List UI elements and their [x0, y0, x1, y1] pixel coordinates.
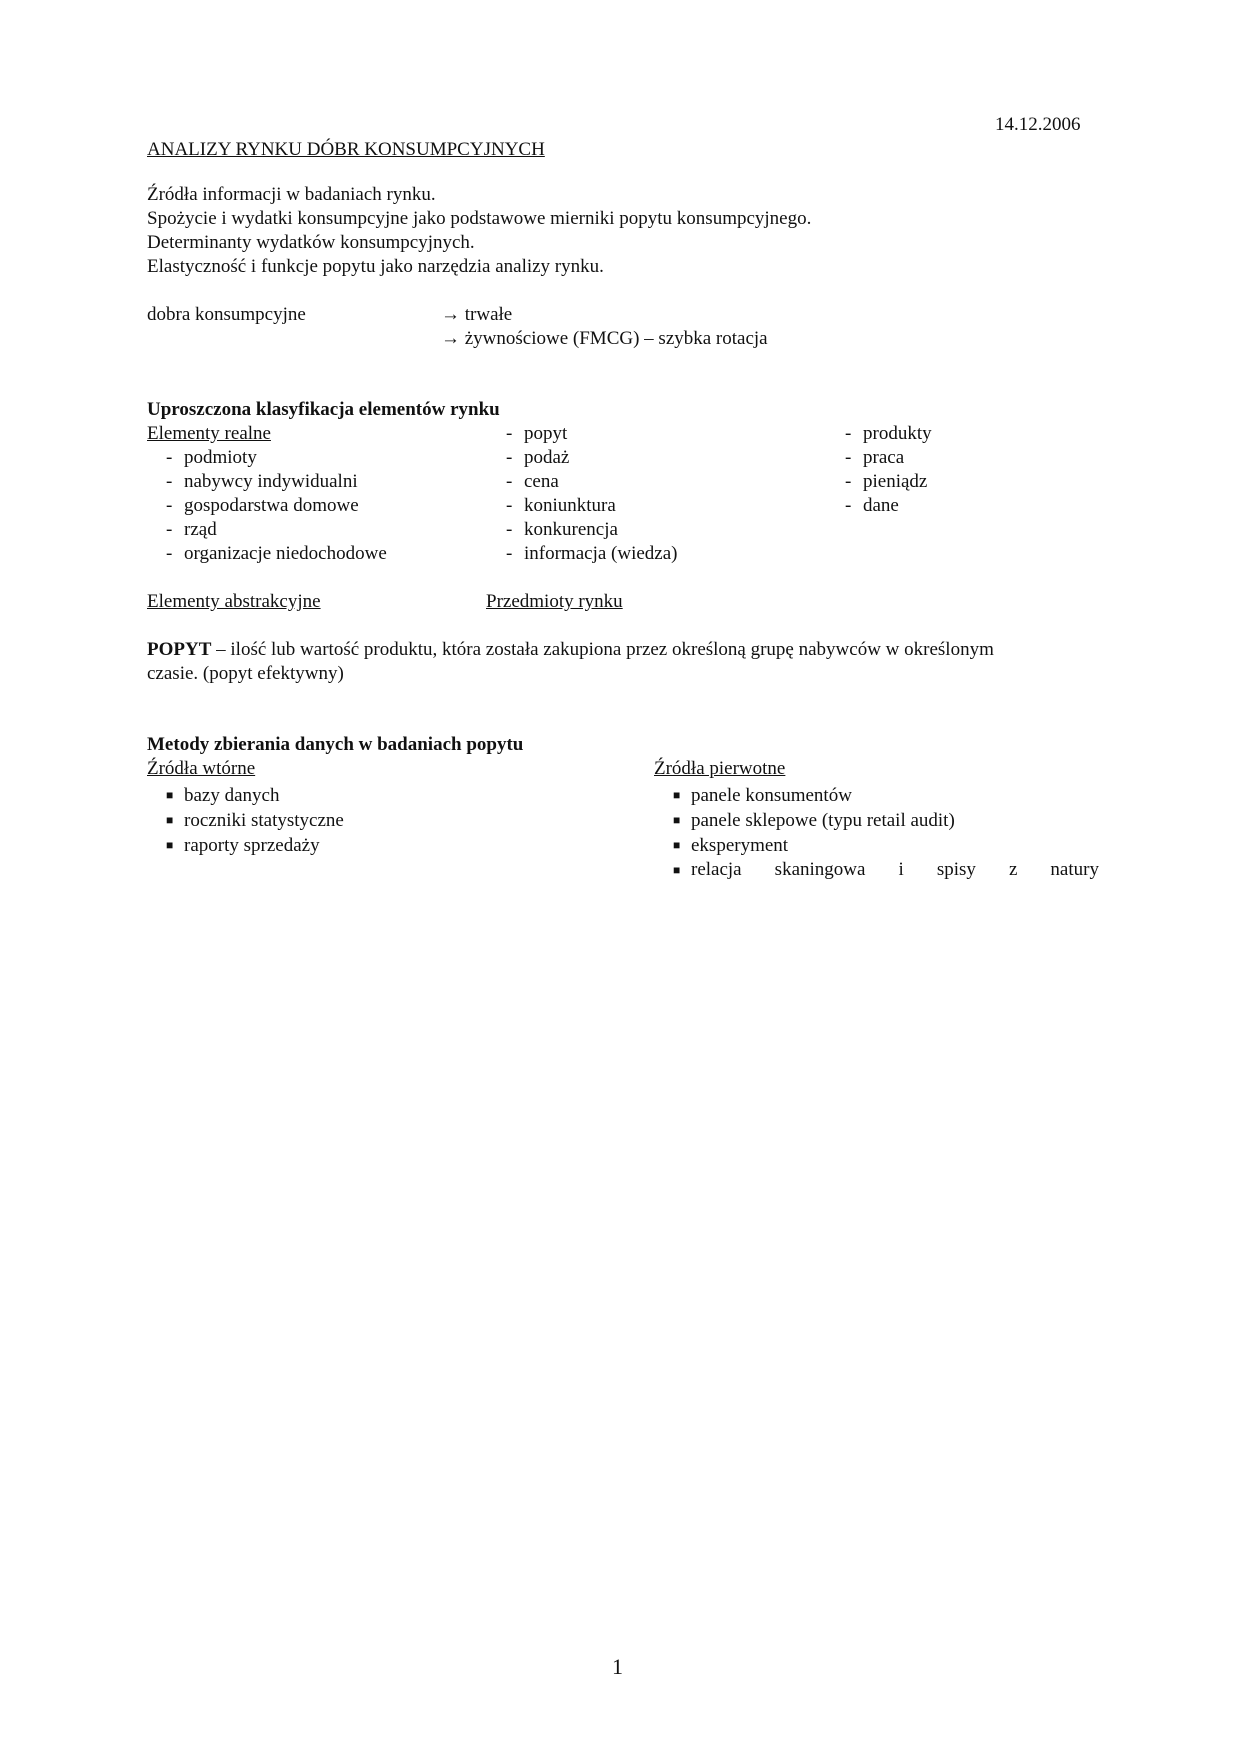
demand-term: POPYT [147, 639, 212, 660]
list-item: - nabywcy indywidualni [166, 471, 358, 492]
topic-line: Źródła informacji w badaniach rynku. [147, 184, 436, 205]
abstract-elements-heading: Elementy abstrakcyjne [147, 591, 321, 612]
primary-sources-heading: Źródła pierwotne [654, 758, 786, 779]
goods-type: → żywnościowe (FMCG) – szybka rotacja [441, 328, 768, 349]
list-item: ■ relacja skaningowa i spisy z natury [673, 859, 1099, 880]
list-item: - organizacje niedochodowe [166, 543, 387, 564]
market-objects-heading: Przedmioty rynku [486, 591, 623, 612]
real-elements-heading: Elementy realne [147, 423, 271, 444]
list-item: - dane [845, 495, 899, 516]
goods-label: dobra konsumpcyjne [147, 304, 306, 325]
topic-line: Determinanty wydatków konsumpcyjnych. [147, 232, 475, 253]
list-item: - podaż [506, 447, 570, 468]
document-title: ANALIZY RYNKU DÓBR KONSUMPCYJNYCH [147, 139, 545, 160]
list-item: ■ raporty sprzedaży [166, 835, 320, 856]
classification-heading: Uproszczona klasyfikacja elementów rynku [147, 399, 500, 420]
definition-line: czasie. (popyt efektywny) [147, 663, 344, 684]
list-item: ■ panele konsumentów [673, 785, 852, 806]
list-item: - informacja (wiedza) [506, 543, 678, 564]
list-item: ■ eksperyment [673, 835, 789, 856]
definition-line: POPYT – ilość lub wartość produktu, która została zakupiona przez określoną grupę nabywców w określonym [147, 639, 994, 660]
methods-heading: Metody zbierania danych w badaniach popytu [147, 734, 524, 755]
list-item: - cena [506, 471, 559, 492]
list-item: ■ bazy danych [166, 785, 280, 806]
list-item: - koniunktura [506, 495, 616, 516]
list-item: - popyt [506, 423, 568, 444]
list-item: - gospodarstwa domowe [166, 495, 359, 516]
page-number: 1 [612, 1654, 623, 1679]
list-item: - konkurencja [506, 519, 618, 540]
secondary-sources-heading: Źródła wtórne [147, 758, 256, 779]
list-item: - pieniądz [845, 471, 928, 492]
justified-line: relacja skaningowa i spisy z natury [691, 859, 1099, 880]
list-item: ■ roczniki statystyczne [166, 810, 344, 831]
list-item: - rząd [166, 519, 217, 540]
document-date: 14.12.2006 [995, 114, 1081, 135]
goods-type: → trwałe [441, 304, 513, 325]
list-item: - produkty [845, 423, 932, 444]
topic-line: Elastyczność i funkcje popytu jako narzędzia analizy rynku. [147, 256, 604, 277]
list-item: - podmioty [166, 447, 257, 468]
list-item: ■ panele sklepowe (typu retail audit) [673, 810, 955, 831]
list-item: - praca [845, 447, 905, 468]
topic-line: Spożycie i wydatki konsumpcyjne jako podstawowe mierniki popytu konsumpcyjnego. [147, 208, 812, 229]
